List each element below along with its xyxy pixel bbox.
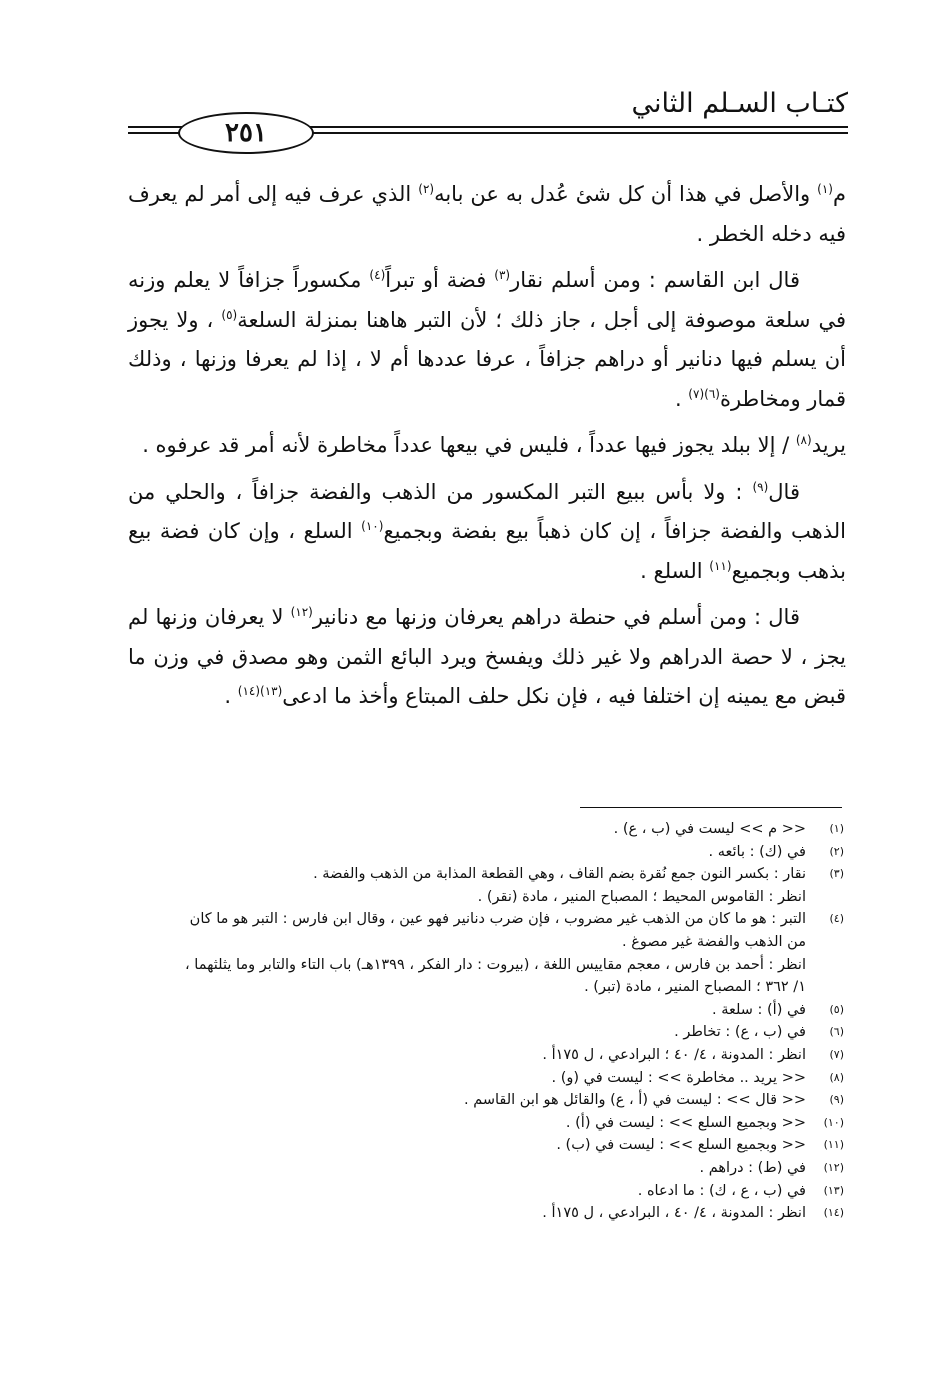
footnote-number: (١١)	[823, 1138, 844, 1152]
footnote-item	[178, 954, 844, 999]
footnote-item	[178, 1180, 844, 1203]
footnote-number: (٥)	[829, 1002, 844, 1016]
text-run: الذي عرف فيه إلى أمر لم يعرف فيه دخله الخطر .	[128, 182, 846, 246]
footnote-item	[178, 1202, 844, 1225]
footnote-ref[interactable]: (٢)	[418, 182, 435, 196]
footnote-number: (١٣)	[823, 1183, 844, 1197]
text-run: السلع ، وإن كان فضة بيع بذهب وبجميع	[128, 519, 846, 583]
footnote-ref[interactable]: (١٠)	[361, 519, 384, 533]
footnote-item	[178, 1134, 844, 1157]
footnote-text: التبر : هو ما كان من الذهب غير مضروب ، فإن ضرب دنانير فهو عين ، وقال ابن فارس : التبر هو ما كان من الذهب والفضة غير مصوغ .	[189, 911, 806, 950]
footnote-number	[806, 886, 844, 909]
footnote-text: في (أ) : سلعة .	[711, 1001, 806, 1018]
paragraph-2	[128, 261, 846, 419]
footnote-text: << وبجميع السلع >> : ليست في (ب) .	[556, 1137, 806, 1154]
footnote-item	[178, 1067, 844, 1090]
footnote-number	[806, 954, 844, 999]
footnote-item	[178, 1112, 844, 1135]
footnote-ref[interactable]: (٤)	[369, 268, 386, 282]
footnote-item	[178, 886, 844, 909]
text-run: قال : ومن أسلم في حنطة دراهم يعرفان وزنها مع دنانير	[312, 605, 800, 629]
footnote-text: << يريد .. مخاطرة >> : ليست في (و) .	[551, 1069, 806, 1086]
footnote-number: (١٤)	[823, 1206, 844, 1220]
footnote-item	[178, 908, 844, 953]
text-run: قال ابن القاسم : ومن أسلم نقار	[510, 268, 800, 292]
page-header	[128, 88, 848, 168]
footnote-number: (١٠)	[823, 1115, 844, 1129]
text-run: .	[224, 684, 238, 708]
footnote-item	[178, 1089, 844, 1112]
footnote-number: (٧)	[829, 1047, 844, 1061]
footnote-text: انظر : المدونة ، ٤/ ٤٠ ، البرادعي ، ل ١٧٥أ .	[542, 1205, 806, 1222]
paragraph-4	[128, 473, 846, 592]
text-run: قال	[768, 479, 800, 504]
footnote-text: في (ب ، ع) : تخاطر .	[674, 1024, 806, 1041]
footnote-item	[178, 1044, 844, 1067]
footnote-number: (٤)	[829, 912, 844, 926]
footnote-text: في (ب ، ع ، ك) : ما ادعاه .	[637, 1182, 806, 1199]
footnote-ref[interactable]: (٨)	[795, 433, 812, 447]
text-run: مكسوراً جزافاً لا يعلم وزنه في سلعة موصوفة إلى أجل ، جاز ذلك ؛ لأن التبر هاهنا بمنزلة السلعة	[128, 268, 847, 332]
running-title: كتـاب السـلم الثاني	[631, 88, 848, 119]
footnote-separator	[580, 807, 842, 808]
main-text	[128, 175, 846, 724]
footnote-number: (٩)	[829, 1093, 844, 1107]
footnotes	[178, 818, 844, 1225]
text-run: السلع .	[640, 558, 710, 583]
footnote-number: (٨)	[829, 1070, 844, 1084]
footnote-text: انظر : المدونة ، ٤/ ٤٠ ؛ البرادعي ، ل ١٧٥أ .	[542, 1046, 806, 1063]
footnote-item	[178, 818, 844, 841]
paragraph-5	[128, 598, 846, 717]
footnote-text: نقار : بكسر النون جمع نُقرة بضم القاف ، وهي القطعة المذابة من الذهب والفضة .	[313, 866, 806, 883]
footnote-item	[178, 999, 844, 1022]
page-number: ٢٥١	[178, 112, 314, 154]
footnote-ref[interactable]: (١)	[817, 182, 833, 196]
text-run: فضة أو تبراً	[385, 268, 495, 292]
footnote-ref[interactable]: (١٢)	[290, 605, 313, 619]
text-run: .	[674, 386, 689, 411]
footnote-number: (٣)	[829, 867, 844, 881]
footnote-ref[interactable]: (٥)	[221, 307, 238, 322]
footnote-ref[interactable]: (١٣)(١٤)	[237, 684, 283, 698]
footnote-item	[178, 1021, 844, 1044]
footnote-text: انظر : القاموس المحيط ؛ المصباح المنير ، مادة (نقر) .	[477, 888, 806, 905]
footnote-text: انظر : أحمد بن فارس ، معجم مقاييس اللغة ، (بيروت : دار الفكر ، ١٣٩٩هـ) باب التاء والتابر وما يثلثهما ، ١/ ٣٦٢ ؛ المصباح المنير ، مادة (تبر) .	[185, 956, 806, 996]
footnote-number: (٦)	[829, 1025, 844, 1039]
text-run: م	[832, 182, 846, 206]
footnote-text: << م >> ليست في (ب ، ع) .	[613, 821, 806, 837]
text-run: : ولا بأس ببيع التبر المكسور من الذهب والفضة جزافاً ، والحلي من الذهب والفضة جزافاً ، إن كان ذهباً بيع بفضة وبجميع	[128, 479, 847, 543]
footnote-ref[interactable]: (٣)	[494, 268, 511, 282]
footnote-ref[interactable]: (٦)(٧)	[688, 386, 720, 401]
paragraph-3	[128, 426, 846, 466]
text-run: ، ولا يجوز أن يسلم فيها دنانير أو دراهم جزافاً ، عرفا عددها أم لا ، إذا لم يعرفا وزنها ، وذلك قمار ومخاطرة	[128, 307, 846, 411]
footnote-number: (١)	[829, 822, 844, 835]
paragraph-1	[128, 175, 846, 254]
text-run: والأصل في هذا أن كل شئ عُدل به عن بابه	[434, 182, 818, 206]
footnote-number: (١٢)	[823, 1160, 844, 1174]
text-run: لا يعرفان وزنها لم يجز ، لا حصة الدراهم ولا غير ذلك ويفسخ ويرد البائع الثمن وهو مصدق في وزن ما قبض مع يمينه إن اختلفا فيه ، فإن نكل حلف المبتاع وأخذ ما ادعى	[128, 605, 846, 708]
footnote-text: في (ط) : دراهم .	[699, 1159, 806, 1176]
text-run: / إلا ببلد يجوز فيها عدداً ، فليس في بيعها عدداً مخاطرة لأنه أمر قد عرفوه .	[142, 433, 796, 457]
footnote-ref[interactable]: (١١)	[709, 558, 732, 573]
footnote-number: (٢)	[829, 844, 844, 858]
footnote-text: << قال >> : ليست في (أ ، ع) والقائل هو ابن القاسم .	[463, 1092, 806, 1109]
footnote-item	[178, 863, 844, 886]
text-run: يريد	[811, 433, 846, 457]
footnote-item	[178, 1157, 844, 1180]
footnote-text: << وبجميع السلع >> : ليست في (أ) .	[565, 1114, 806, 1131]
footnote-text: في (ك) : بائعه .	[708, 843, 806, 860]
footnote-ref[interactable]: (٩)	[752, 479, 769, 494]
footnote-item	[178, 841, 844, 864]
